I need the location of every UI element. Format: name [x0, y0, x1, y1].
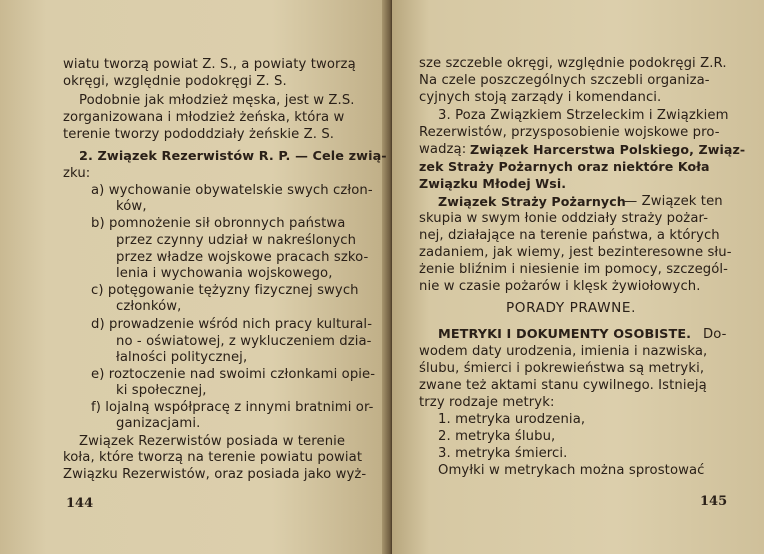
text-line: ki społecznej,	[116, 383, 207, 398]
text-line: Związku Rezerwistów, oraz posiada jako wyż-	[63, 467, 367, 482]
text-line: — Związek ten	[624, 194, 723, 209]
text-line: wodem daty urodzenia, imienia i nazwiska,	[419, 344, 708, 359]
list-item: c) potęgowanie tężyzny fizycznej swych	[91, 283, 359, 298]
text-line: żenie bliźnim i niesienie im pomocy, szczegól-	[419, 262, 729, 277]
bold-phrase: Związku Młodej Wsi.	[419, 176, 567, 191]
bold-phrase: Związek Straży Pożarnych	[438, 194, 626, 209]
list-item: e) roztoczenie nad swoimi członkami opie-	[91, 367, 376, 382]
text-line: przez czynny udział w nakreślonych	[116, 233, 357, 248]
text-line: trzy rodzaje metryk:	[419, 395, 555, 410]
list-item: 3. metryka śmierci.	[438, 446, 568, 461]
list-item: 2. metryka ślubu,	[438, 429, 556, 444]
text-line: łalności politycznej,	[116, 350, 248, 365]
text-line: koła, które tworzą na terenie powiatu powiat	[63, 450, 363, 465]
text-line: wadzą:	[419, 142, 467, 157]
text-line: sze szczeble okręgi, względnie podokręgi Z.R.	[419, 56, 727, 71]
text-line: ków,	[116, 199, 147, 214]
text-line: terenie tworzy pododdziały żeńskie Z. S.	[63, 127, 335, 142]
text-line: nie w czasie pożarów i klęsk żywiołowych.	[419, 279, 701, 294]
section-heading: 2. Związek Rezerwistów R. P. — Cele zwią-	[79, 149, 387, 164]
text-line: zwane też aktami stanu cywilnego. Istnieją	[419, 378, 707, 393]
text-line: członków,	[116, 299, 182, 314]
bold-phrase: Związek Harcerstwa Polskiego, Związ-	[470, 142, 746, 157]
text-line: Na czele poszczególnych szczebli organiza-	[419, 73, 710, 88]
text-line: 3. Poza Związkiem Strzeleckim i Związkiem	[438, 108, 729, 123]
text-line: okręgi, względnie podokręgi Z. S.	[63, 74, 287, 89]
text-line: Związek Rezerwistów posiada w terenie	[79, 434, 346, 449]
text-line: wiatu tworzą powiat Z. S., a powiaty tworzą	[63, 57, 356, 72]
text-line: no - oświatowej, z wykluczeniem dzia-	[116, 334, 372, 349]
list-item: a) wychowanie obywatelskie swych człon-	[91, 183, 373, 198]
text-line: cyjnych stoją zarządy i komendanci.	[419, 90, 662, 105]
list-item: 1. metryka urodzenia,	[438, 412, 586, 427]
text-line: ganizacjami.	[116, 416, 201, 431]
bold-phrase: zek Straży Pożarnych oraz niektóre Koła	[419, 159, 710, 174]
text-line: nej, działające na terenie państwa, a których	[419, 228, 720, 243]
text-line: Do-	[703, 327, 727, 342]
page-number: 144	[66, 496, 94, 511]
text-line: skupia w swym łonie oddziały straży pożar-	[419, 211, 709, 226]
list-item: d) prowadzenie wśród nich pracy kultural-	[91, 317, 373, 332]
list-item: f) lojalną współpracę z innymi bratnimi or-	[91, 400, 374, 415]
text-line: Rezerwistów, przysposobienie wojskowe pro-	[419, 125, 720, 140]
section-title: PORADY PRAWNE.	[506, 300, 637, 316]
text-line: Podobnie jak młodzież męska, jest w Z.S.	[79, 93, 355, 108]
text-line: zadaniem, jak wiemy, jest bezinteresowne słu-	[419, 245, 732, 260]
text-line: zorganizowana i młodzież żeńska, która w	[63, 110, 345, 125]
page-number: 145	[700, 494, 728, 509]
text-line: Omyłki w metrykach można sprostować	[438, 463, 705, 478]
text-line: lenia i wychowania wojskowego,	[116, 266, 333, 281]
text-line: zku:	[63, 166, 91, 181]
subsection-title: METRYKI I DOKUMENTY OSOBISTE.	[438, 327, 692, 342]
list-item: b) pomnożenie sił obronnych państwa	[91, 216, 346, 231]
text-line: przez władze wojskowe pracach szko-	[116, 250, 369, 265]
text-line: ślubu, śmierci i pokrewieństwa są metryki,	[419, 361, 705, 376]
